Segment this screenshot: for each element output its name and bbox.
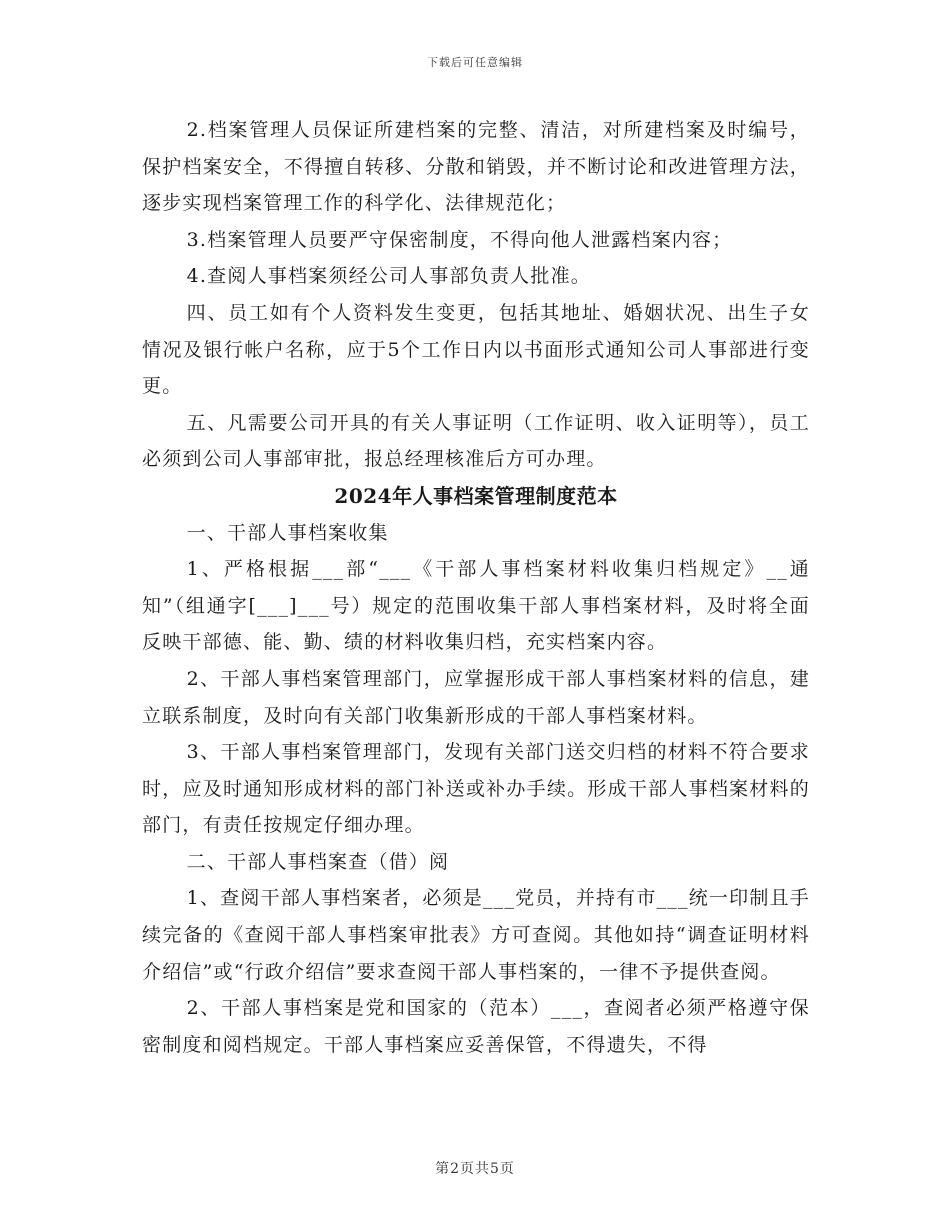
paragraph: 3.档案管理人员要严守保密制度，不得向他人泄露档案内容； <box>186 228 733 251</box>
paragraph: 1、严格根据___部“___《干部人事档案材料收集归档规定》__通知”（组通字[___]___号）规定的范围收集干部人事档案材料，及时将全面反映干部德、能、勤、绩的材料收集归档，充实档案内容。 <box>142 558 810 654</box>
page-number: 第2页共5页 <box>435 1161 515 1177</box>
document-title: 2024年人事档案管理制度范本 <box>334 483 618 508</box>
section-heading: 一、干部人事档案收集 <box>186 521 389 544</box>
paragraph: 四、员工如有个人资料发生变更，包括其地址、婚姻状况、出生子女情况及银行帐户名称，应于5个工作日内以书面形式通知公司人事部进行变更。 <box>142 301 810 398</box>
section-heading: 二、干部人事档案查（借）阅 <box>186 850 450 873</box>
paragraph: 五、凡需要公司开具的有关人事证明（工作证明、收入证明等），员工必须到公司人事部审批，报总经理核准后方可办理。 <box>142 411 810 471</box>
paragraph: 2、干部人事档案是党和国家的（范本）___，查阅者必须严格遵守保密制度和阅档规定。干部人事档案应妥善保管，不得遗失，不得 <box>142 997 810 1056</box>
paragraph: 2.档案管理人员保证所建档案的完整、清洁，对所建档案及时编号，保护档案安全，不得擅自转移、分散和销毁，并不断讨论和改进管理方法，逐步实现档案管理工作的科学化、法律规范化； <box>142 119 810 215</box>
page-header: 下载后可任意编辑 <box>427 56 523 69</box>
document-body <box>142 112 810 1063</box>
paragraph: 2、干部人事档案管理部门，应掌握形成干部人事档案材料的信息，建立联系制度，及时向有关部门收集新形成的干部人事档案材料。 <box>142 667 810 727</box>
paragraph: 3、干部人事档案管理部门，发现有关部门送交归档的材料不符合要求时，应及时通知形成材料的部门补送或补办手续。形成干部人事档案材料的部门，有责任按规定仔细办理。 <box>142 741 810 837</box>
paragraph: 4.查阅人事档案须经公司人事部负责人批准。 <box>186 265 591 288</box>
paragraph: 1、查阅干部人事档案者，必须是___党员，并持有市___统一印制且手续完备的《查阅干部人事档案审批表》方可查阅。其他如持“调查证明材料介绍信”或“行政介绍信”要求查阅干部人事档案的，一律不予提供查阅。 <box>142 887 810 983</box>
